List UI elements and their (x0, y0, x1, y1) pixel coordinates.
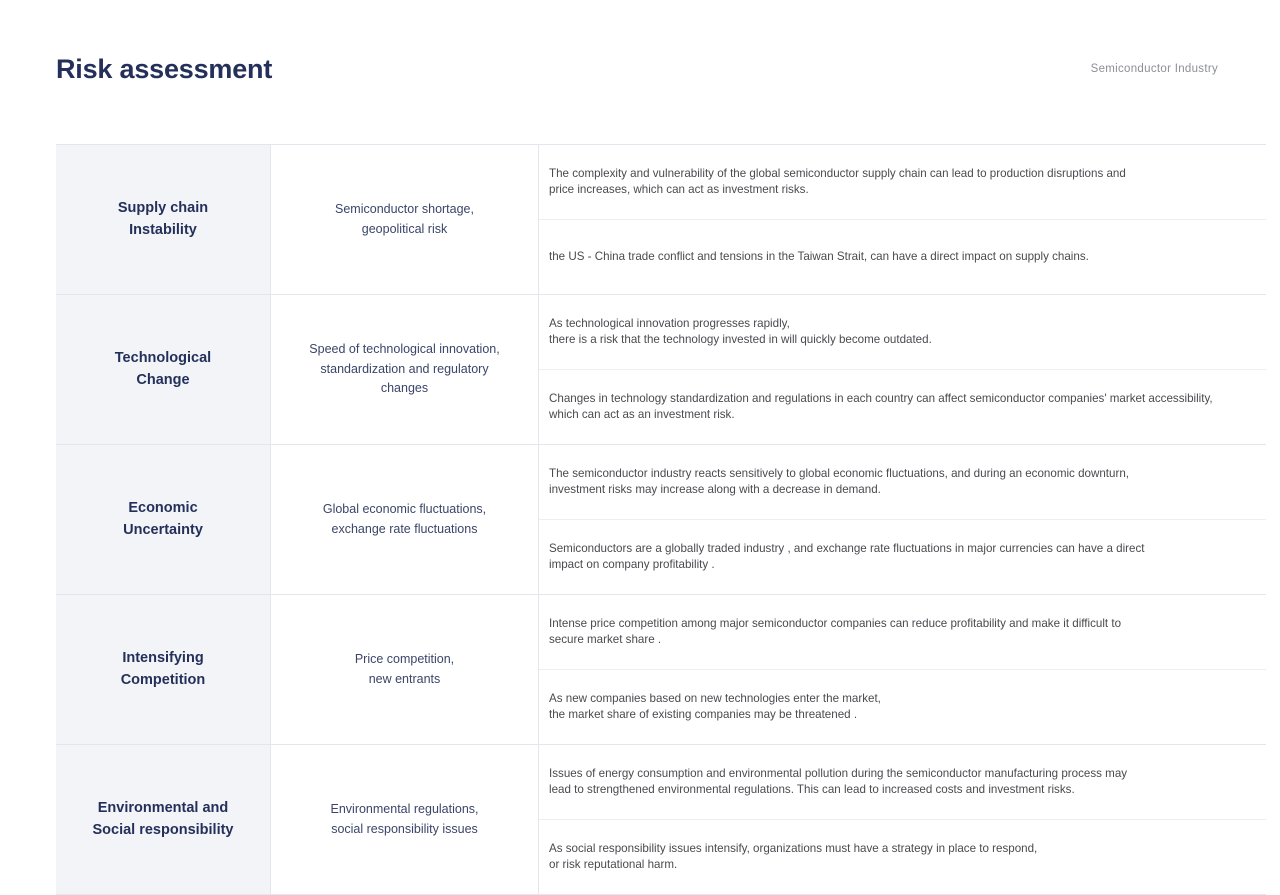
risk-keywords-cell (271, 145, 539, 295)
risk-keywords-line2: exchange rate fluctuations (331, 521, 478, 536)
risk-description-text (539, 745, 1266, 820)
risk-description-item (539, 370, 1266, 445)
risk-description-item (539, 820, 1266, 895)
risk-category-cell (56, 295, 271, 445)
risk-description-line2: lead to strengthened environmental regulations. This can lead to increased costs and investment risks. (549, 783, 1075, 796)
risk-description-item (539, 145, 1266, 220)
risk-keywords-line1: Global economic fluctuations, (322, 502, 487, 516)
risk-category-cell (56, 745, 271, 895)
risk-category-label-line2: Instability (129, 221, 197, 238)
risk-keywords-cell (271, 445, 539, 595)
risk-description-text (539, 520, 1266, 595)
risk-category-label-line2: Competition (120, 671, 206, 688)
risk-descriptions-cell (539, 595, 1267, 745)
risk-descriptions-cell (539, 145, 1267, 295)
risk-description-item (539, 520, 1266, 595)
risk-description-line1: Intense price competition among major semiconductor companies can reduce profitability and make it difficult to (549, 616, 1122, 630)
risk-description-line2: price increases, which can act as investment risks. (549, 183, 809, 196)
risk-description-item (539, 745, 1266, 820)
risk-category-label-line2: Uncertainty (123, 521, 203, 538)
risk-description-line1: As new companies based on new technologies enter the market, (549, 691, 881, 705)
table-row (56, 295, 1266, 445)
risk-description-line1: the US - China trade conflict and tensions in the Taiwan Strait, can have a direct impact on supply chains. (549, 249, 1089, 263)
risk-category-cell (56, 445, 271, 595)
risk-description-line1: As technological innovation progresses rapidly, (549, 316, 790, 330)
risk-description-line2: secure market share . (549, 633, 662, 646)
risk-assessment-table (56, 144, 1266, 895)
risk-description-text (539, 145, 1266, 220)
risk-description-text (539, 220, 1266, 295)
risk-description-text (539, 295, 1266, 370)
risk-description-list (539, 595, 1266, 744)
risk-keywords-line1: Speed of technological innovation, (309, 342, 500, 357)
table-row (56, 595, 1266, 745)
risk-category-label-line1: Technological (114, 350, 212, 367)
risk-category-label-line1: Supply chain (117, 200, 209, 217)
risk-keywords-cell (271, 595, 539, 745)
risk-description-text (539, 370, 1266, 445)
risk-description-line2: which can act as an investment risk. (549, 408, 735, 421)
risk-keywords-cell (271, 745, 539, 895)
risk-keywords-line1: Price competition, (354, 652, 455, 666)
risk-description-line1: Changes in technology standardization and regulations in each country can affect semiconductor companies' market accessibility, (549, 391, 1213, 405)
risk-description-item (539, 595, 1266, 670)
risk-description-text (539, 595, 1266, 670)
risk-description-item (539, 220, 1266, 295)
table-row (56, 445, 1266, 595)
risk-description-item (539, 670, 1266, 745)
risk-description-line2: there is a risk that the technology invested in will quickly become outdated. (549, 333, 932, 346)
risk-descriptions-cell (539, 445, 1267, 595)
table-row (56, 745, 1266, 895)
risk-keywords-line2: geopolitical risk (361, 221, 448, 236)
risk-description-line2: the market share of existing companies may be threatened . (549, 708, 858, 721)
risk-description-line1: The semiconductor industry reacts sensitively to global economic fluctuations, and during an economic downturn, (549, 466, 1129, 480)
risk-category-label-line2: Change (136, 371, 190, 388)
page-title: Risk assessment (56, 54, 273, 84)
risk-descriptions-cell (539, 745, 1267, 895)
risk-category-label-line1: Intensifying (122, 650, 204, 667)
risk-description-line1: Issues of energy consumption and environmental pollution during the semiconductor manufacturing process may (549, 766, 1128, 780)
table-row (56, 145, 1266, 295)
risk-description-list (539, 295, 1266, 444)
risk-keywords-line2: social responsibility issues (331, 821, 478, 836)
risk-description-text (539, 820, 1266, 895)
risk-description-line2: impact on company profitability . (549, 558, 715, 571)
risk-keywords-cell (271, 295, 539, 445)
risk-description-line1: Semiconductors are a globally traded industry , and exchange rate fluctuations in major currencies can have a direct (549, 541, 1145, 555)
risk-description-line1: The complexity and vulnerability of the global semiconductor supply chain can lead to production disruptions and (549, 166, 1126, 180)
risk-keywords-line2: new entrants (368, 671, 441, 686)
risk-category-label-line1: Economic (128, 500, 198, 517)
risk-description-list (539, 745, 1266, 894)
risk-description-text (539, 670, 1266, 745)
risk-description-text (539, 445, 1266, 520)
industry-tag: Semiconductor Industry (1090, 63, 1218, 75)
risk-keywords-line3: changes (380, 381, 429, 396)
risk-category-label-line1: Environmental and (97, 800, 229, 817)
risk-description-line2: or risk reputational harm. (549, 858, 678, 871)
risk-category-cell (56, 595, 271, 745)
risk-description-item (539, 295, 1266, 370)
risk-keywords-line1: Environmental regulations, (330, 802, 479, 816)
risk-description-item (539, 445, 1266, 520)
risk-description-list (539, 445, 1266, 594)
risk-description-list (539, 145, 1266, 294)
risk-keywords-line1: Semiconductor shortage, (335, 202, 474, 216)
risk-category-cell (56, 145, 271, 295)
risk-table-body (56, 145, 1266, 895)
risk-description-line2: investment risks may increase along with a decrease in demand. (549, 483, 881, 496)
risk-description-line1: As social responsibility issues intensify, organizations must have a strategy in place to respond, (549, 841, 1038, 855)
risk-descriptions-cell (539, 295, 1267, 445)
risk-category-label-line2: Social responsibility (92, 821, 234, 838)
risk-keywords-line2: standardization and regulatory (320, 361, 489, 376)
